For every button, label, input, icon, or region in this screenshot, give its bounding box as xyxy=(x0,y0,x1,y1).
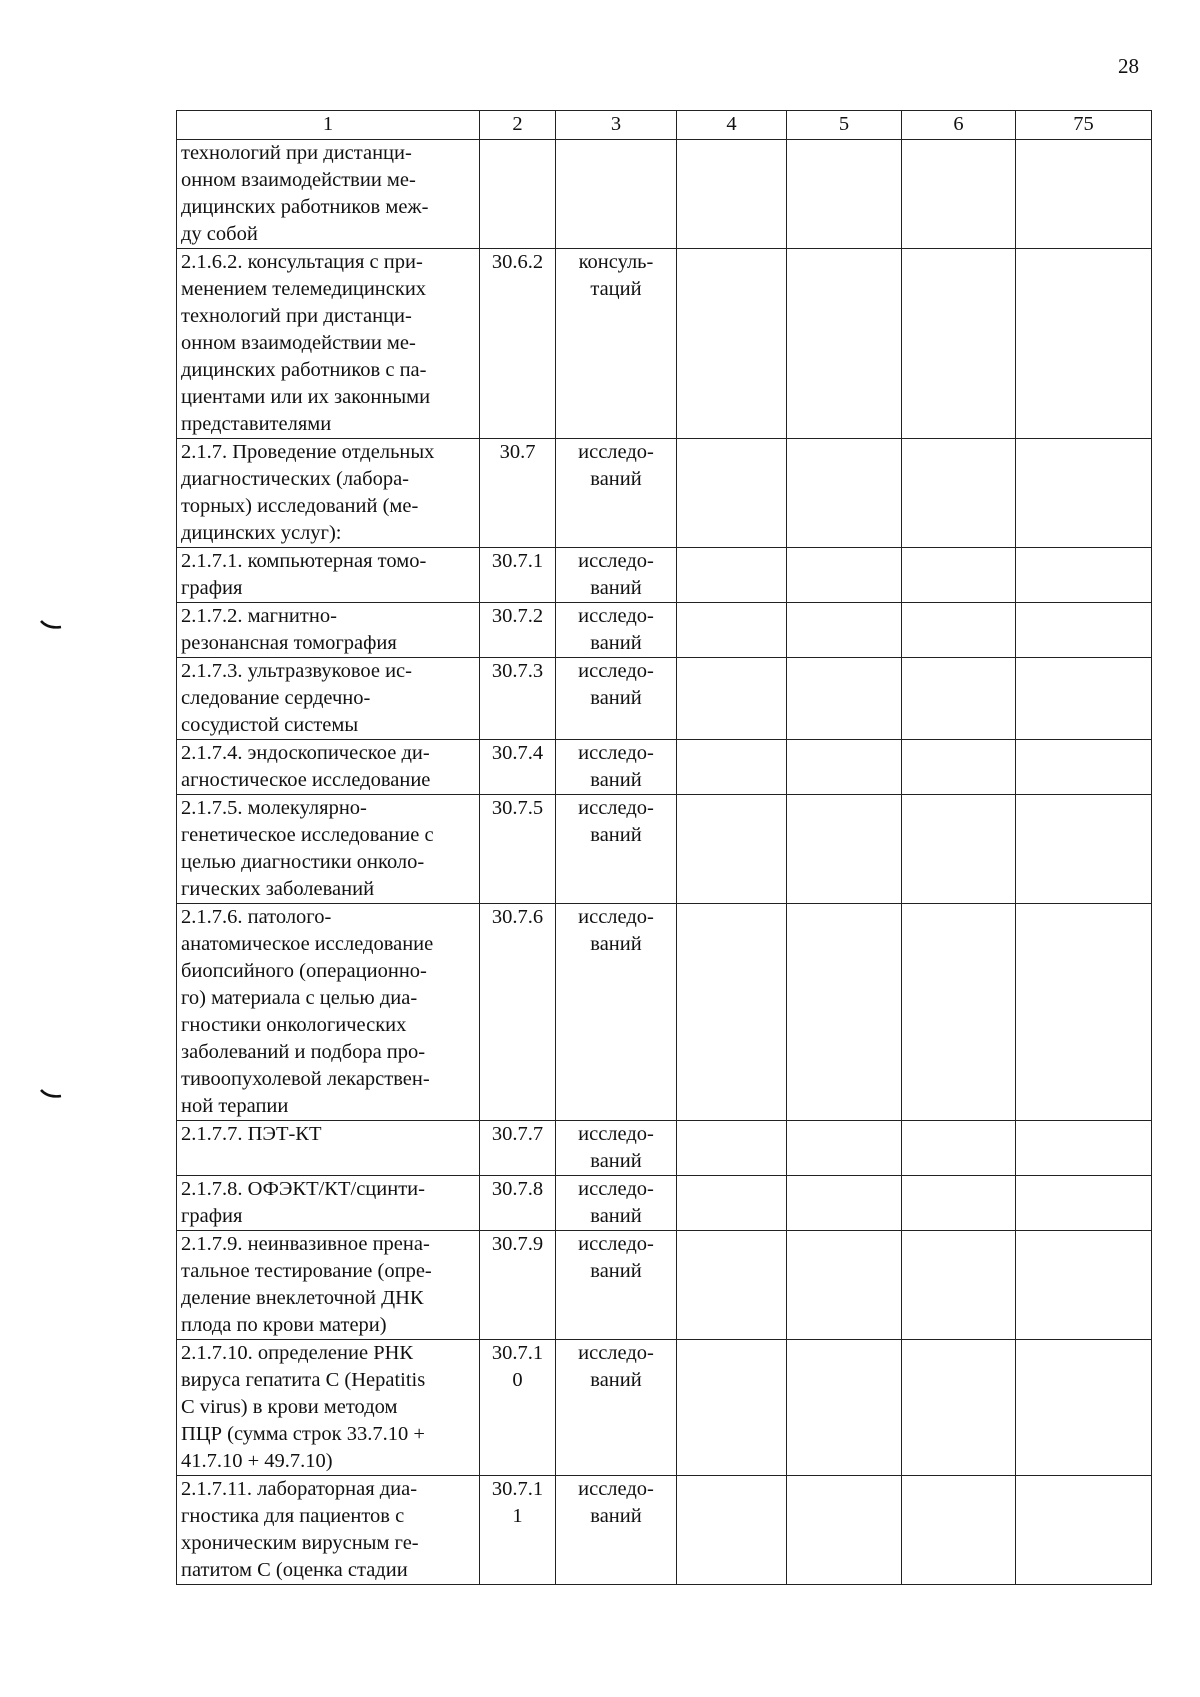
empty-value-cell xyxy=(1016,1176,1152,1231)
column-header: 75 xyxy=(1016,111,1152,140)
empty-value-cell xyxy=(1016,249,1152,439)
column-header: 1 xyxy=(177,111,480,140)
row-name-cell: 2.1.6.2. консультация с при- менением телемедицинских технологий при дистанци- онном взаимодействии ме- дицинских работников с па- циентами или их законными представителями xyxy=(177,249,480,439)
row-name-cell: 2.1.7.3. ультразвуковое ис- следование сердечно- сосудистой системы xyxy=(177,658,480,740)
row-unit-cell: исследо- ваний xyxy=(556,1176,677,1231)
empty-value-cell xyxy=(677,1476,787,1585)
empty-value-cell xyxy=(1016,439,1152,548)
empty-value-cell xyxy=(902,249,1016,439)
row-unit-cell: исследо- ваний xyxy=(556,904,677,1121)
row-code-cell: 30.7.7 xyxy=(480,1121,556,1176)
empty-value-cell xyxy=(1016,603,1152,658)
empty-value-cell xyxy=(902,1340,1016,1476)
row-name-cell: 2.1.7.9. неинвазивное прена- тальное тестирование (опре- деление внеклеточной ДНК плода по крови матери) xyxy=(177,1231,480,1340)
empty-value-cell xyxy=(787,740,902,795)
empty-value-cell xyxy=(787,439,902,548)
table-row xyxy=(177,249,1152,439)
row-name-cell: 2.1.7.7. ПЭТ-КТ xyxy=(177,1121,480,1176)
row-unit-cell xyxy=(556,140,677,249)
empty-value-cell xyxy=(787,904,902,1121)
empty-value-cell xyxy=(902,658,1016,740)
empty-value-cell xyxy=(902,439,1016,548)
table-row xyxy=(177,740,1152,795)
scan-mark xyxy=(40,1089,62,1099)
row-code-cell: 30.7.3 xyxy=(480,658,556,740)
table-row xyxy=(177,439,1152,548)
table-row xyxy=(177,1340,1152,1476)
empty-value-cell xyxy=(902,548,1016,603)
column-header: 3 xyxy=(556,111,677,140)
row-unit-cell: исследо- ваний xyxy=(556,658,677,740)
empty-value-cell xyxy=(677,904,787,1121)
row-unit-cell: исследо- ваний xyxy=(556,1231,677,1340)
row-unit-cell: исследо- ваний xyxy=(556,1340,677,1476)
row-unit-cell: исследо- ваний xyxy=(556,603,677,658)
empty-value-cell xyxy=(1016,1476,1152,1585)
table-row xyxy=(177,140,1152,249)
row-name-cell: 2.1.7.4. эндоскопическое ди- агностическое исследование xyxy=(177,740,480,795)
empty-value-cell xyxy=(677,140,787,249)
row-code-cell: 30.7.5 xyxy=(480,795,556,904)
row-code-cell: 30.7.8 xyxy=(480,1176,556,1231)
empty-value-cell xyxy=(902,740,1016,795)
row-name-cell: 2.1.7.11. лабораторная диа- гностика для пациентов с хроническим вирусным ге- патитом С (оценка стадии xyxy=(177,1476,480,1585)
empty-value-cell xyxy=(787,1340,902,1476)
table-row xyxy=(177,1121,1152,1176)
table-row xyxy=(177,1176,1152,1231)
table-row xyxy=(177,603,1152,658)
row-code-cell: 30.7.6 xyxy=(480,904,556,1121)
table-row xyxy=(177,1231,1152,1340)
empty-value-cell xyxy=(787,1121,902,1176)
empty-value-cell xyxy=(902,1176,1016,1231)
row-unit-cell: исследо- ваний xyxy=(556,740,677,795)
row-unit-cell: исследо- ваний xyxy=(556,1121,677,1176)
empty-value-cell xyxy=(902,603,1016,658)
row-code-cell: 30.7.2 xyxy=(480,603,556,658)
table-row xyxy=(177,548,1152,603)
row-code-cell: 30.6.2 xyxy=(480,249,556,439)
row-code-cell: 30.7.4 xyxy=(480,740,556,795)
empty-value-cell xyxy=(677,1176,787,1231)
table-header-row xyxy=(177,111,1152,140)
row-unit-cell: исследо- ваний xyxy=(556,795,677,904)
empty-value-cell xyxy=(677,603,787,658)
row-name-cell: 2.1.7.2. магнитно- резонансная томография xyxy=(177,603,480,658)
empty-value-cell xyxy=(677,249,787,439)
data-table xyxy=(176,110,1152,1585)
row-code-cell: 30.7.1 1 xyxy=(480,1476,556,1585)
row-code-cell: 30.7.1 0 xyxy=(480,1340,556,1476)
empty-value-cell xyxy=(677,1340,787,1476)
empty-value-cell xyxy=(677,1121,787,1176)
empty-value-cell xyxy=(787,140,902,249)
column-header: 2 xyxy=(480,111,556,140)
empty-value-cell xyxy=(677,439,787,548)
empty-value-cell xyxy=(902,795,1016,904)
empty-value-cell xyxy=(787,795,902,904)
empty-value-cell xyxy=(677,740,787,795)
empty-value-cell xyxy=(1016,904,1152,1121)
page-number: 28 xyxy=(1118,54,1139,78)
empty-value-cell xyxy=(787,603,902,658)
table-row xyxy=(177,1476,1152,1585)
row-code-cell xyxy=(480,140,556,249)
empty-value-cell xyxy=(1016,658,1152,740)
empty-value-cell xyxy=(902,140,1016,249)
empty-value-cell xyxy=(1016,740,1152,795)
column-header: 6 xyxy=(902,111,1016,140)
empty-value-cell xyxy=(1016,1121,1152,1176)
row-code-cell: 30.7 xyxy=(480,439,556,548)
row-name-cell: 2.1.7.1. компьютерная томо- графия xyxy=(177,548,480,603)
empty-value-cell xyxy=(1016,1340,1152,1476)
row-name-cell: 2.1.7.8. ОФЭКТ/КТ/сцинти- графия xyxy=(177,1176,480,1231)
row-name-cell: 2.1.7.5. молекулярно- генетическое исследование с целью диагностики онколо- гических заболеваний xyxy=(177,795,480,904)
empty-value-cell xyxy=(1016,140,1152,249)
row-name-cell: 2.1.7.6. патолого- анатомическое исследование биопсийного (операционно- го) материала с целью диа- гностики онкологических заболеваний и подбора про- тивоопухолевой лекарствен- ной терапии xyxy=(177,904,480,1121)
row-name-cell: технологий при дистанци- онном взаимодействии ме- дицинских работников меж- ду собой xyxy=(177,140,480,249)
empty-value-cell xyxy=(1016,795,1152,904)
empty-value-cell xyxy=(677,658,787,740)
empty-value-cell xyxy=(787,1231,902,1340)
table-row xyxy=(177,795,1152,904)
row-code-cell: 30.7.9 xyxy=(480,1231,556,1340)
column-header: 4 xyxy=(677,111,787,140)
column-header: 5 xyxy=(787,111,902,140)
empty-value-cell xyxy=(1016,548,1152,603)
empty-value-cell xyxy=(787,249,902,439)
empty-value-cell xyxy=(1016,1231,1152,1340)
empty-value-cell xyxy=(787,548,902,603)
empty-value-cell xyxy=(902,1121,1016,1176)
row-code-cell: 30.7.1 xyxy=(480,548,556,603)
empty-value-cell xyxy=(787,1476,902,1585)
row-name-cell: 2.1.7. Проведение отдельных диагностических (лабора- торных) исследований (ме- дицинских услуг): xyxy=(177,439,480,548)
empty-value-cell xyxy=(677,1231,787,1340)
row-unit-cell: исследо- ваний xyxy=(556,439,677,548)
row-unit-cell: исследо- ваний xyxy=(556,548,677,603)
row-unit-cell: исследо- ваний xyxy=(556,1476,677,1585)
empty-value-cell xyxy=(902,1231,1016,1340)
empty-value-cell xyxy=(902,904,1016,1121)
row-unit-cell: консуль- таций xyxy=(556,249,677,439)
empty-value-cell xyxy=(677,548,787,603)
table-row xyxy=(177,904,1152,1121)
row-name-cell: 2.1.7.10. определение РНК вируса гепатита С (Hepatitis C virus) в крови методом ПЦР (сумма строк 33.7.10 + 41.7.10 + 49.7.10) xyxy=(177,1340,480,1476)
empty-value-cell xyxy=(787,1176,902,1231)
empty-value-cell xyxy=(677,795,787,904)
empty-value-cell xyxy=(902,1476,1016,1585)
empty-value-cell xyxy=(787,658,902,740)
table-row xyxy=(177,658,1152,740)
scan-mark xyxy=(40,620,62,630)
